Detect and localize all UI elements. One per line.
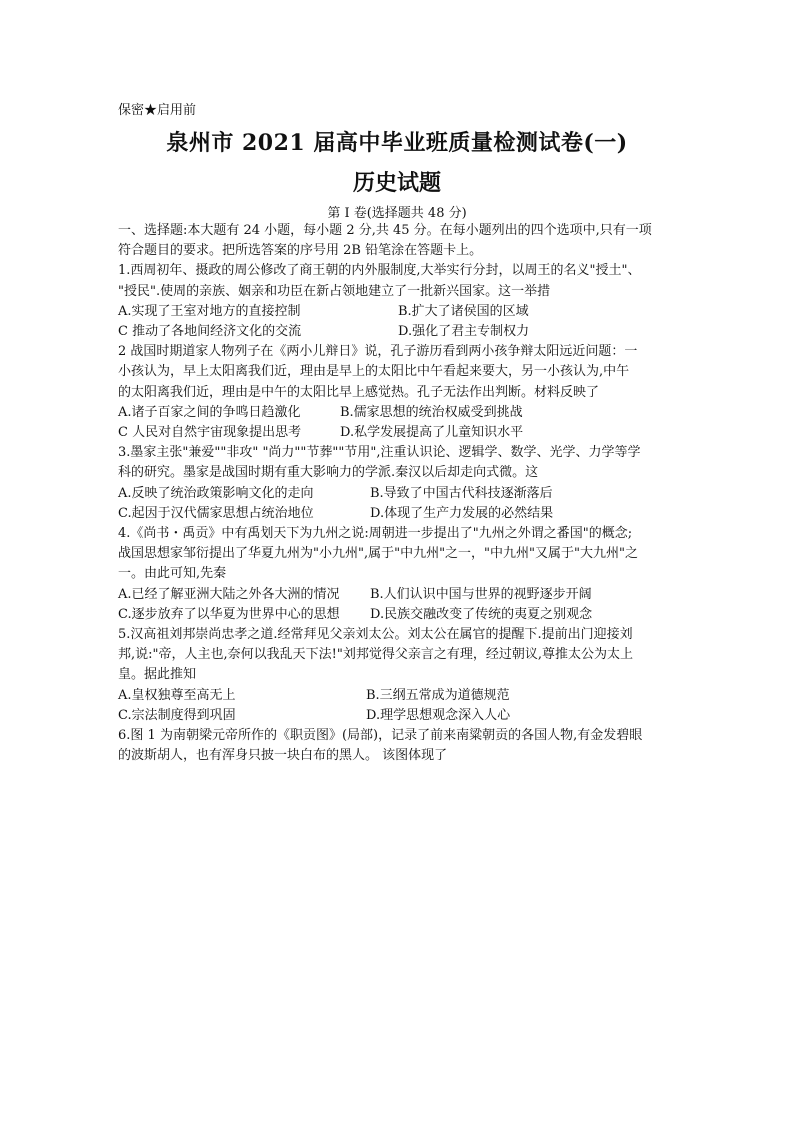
- options-row: [118, 484, 678, 504]
- option-b: B.三纲五常成为道德规范: [366, 687, 510, 703]
- stem-line: 邦,说:"帝，人主也,奈何以我乱天下法!"刘邦觉得父亲言之有理，经过朝议,尊推太公为太上: [118, 647, 633, 663]
- stem-line: 6.图 1 为南朝梁元帝所作的《职贡图》(局部)，记录了前来南粱朝贡的各国人物,有金发碧眼: [118, 728, 643, 744]
- exam-body: [118, 221, 678, 766]
- option-c: C 人民对自然宇宙现象提出思考: [118, 425, 302, 441]
- stem-line: 皇。据此推知: [118, 667, 197, 683]
- question-1: [118, 261, 678, 342]
- instructions-line: 符合题目的要求。把所选答案的序号用 2B 铅笔涂在答题卡上。: [118, 243, 483, 259]
- stem-line: 的太阳离我们近，理由是中午的太阳比早上感觉热。孔子无法作出判断。材料反映了: [118, 384, 600, 400]
- stem-line: 科的研究。墨家是战国时期有重大影响力的学派.秦汉以后却走向式微。这: [118, 465, 539, 481]
- options-row: [118, 686, 678, 706]
- option-d: D.体现了生产力发展的必然结果: [370, 505, 554, 521]
- option-b: B.导致了中国古代科技逐渐落后: [370, 485, 553, 501]
- option-a: A.皇权独尊至高无上: [118, 687, 236, 703]
- subject-title: 历史试题: [352, 170, 441, 196]
- option-c: C.逐步放弃了以华夏为世界中心的思想: [118, 606, 340, 622]
- question-2: [118, 342, 678, 443]
- section-heading: 第 I 卷(选择题共 48 分): [327, 206, 467, 221]
- question-3: [118, 443, 678, 524]
- exam-title: 泉州市 2021 届高中毕业班质量检测试卷(一): [166, 130, 628, 156]
- question-stem: [118, 261, 678, 301]
- stem-line: 1.西周初年、摄政的周公修改了商王朝的内外服制度,大举实行分封，以周王的名义"授土"、: [118, 263, 641, 279]
- stem-line: 3.墨家主张"兼爱""非攻" "尚力""节葬""节用",注重认识论、逻辑学、数学、光学、力学等学: [118, 445, 641, 461]
- question-5: [118, 625, 678, 726]
- options-row: [118, 403, 678, 423]
- option-a: A.反映了统治政策影响文化的走向: [118, 485, 314, 501]
- question-6: [118, 726, 678, 766]
- stem-line: 2 战国时期道家人物列子在《两小儿辩日》说，孔子游历看到两小孩争辩太阳远近问题：一: [118, 344, 638, 360]
- options-row: [118, 706, 678, 726]
- stem-line: 4.《尚书・禹贡》中有禹划天下为九州之说:周朝进一步提出了"九州之外谓之番国"的概念;: [118, 526, 633, 542]
- option-a: A.实现了王室对地方的直接控制: [118, 303, 301, 319]
- stem-line: "授民".使周的亲族、姻亲和功臣在新占领地建立了一批新兴国家。这一举措: [118, 283, 551, 299]
- stem-line: 战国思想家邹衍提出了华夏九州为"小九州",属于"中九州"之一，"中九州"又属于"大九州"之: [118, 546, 638, 562]
- stem-line: 小孩认为，早上太阳离我们近，理由是早上的太阳比中午看起来要大，另一小孩认为,中午: [118, 364, 630, 380]
- stem-line: 的波斯胡人，也有浑身只披一块白布的黑人。 该图体现了: [118, 748, 448, 764]
- question-4: [118, 524, 678, 625]
- question-stem: [118, 342, 678, 403]
- option-d: D.理学思想观念深入人心: [366, 707, 511, 723]
- stem-line: 5.汉高祖刘邦崇尚忠孝之道.经常拜见父亲刘太公。刘太公在属官的提醒下.提前出门迎接刘: [118, 627, 633, 643]
- option-b: B.扩大了诸侯国的区域: [398, 303, 529, 319]
- option-b: B.人们认识中国与世界的视野逐步开阔: [370, 586, 592, 602]
- option-c: C.起因于汉代儒家思想占统治地位: [118, 505, 314, 521]
- options-row: [118, 585, 678, 605]
- instructions: [118, 221, 678, 261]
- option-c: C.宗法制度得到巩固: [118, 707, 236, 723]
- option-c: C 推动了各地间经济文化的交流: [118, 324, 302, 340]
- question-stem: [118, 443, 678, 483]
- stem-line: 一。由此可知,先秦: [118, 566, 227, 582]
- options-row: [118, 423, 678, 443]
- question-stem: [118, 625, 678, 686]
- confidential-label: 保密★启用前: [118, 103, 197, 118]
- options-row: [118, 322, 678, 342]
- instructions-line: 一、选择题:本大题有 24 小题，每小题 2 分,共 45 分。在每小题列出的四个选项中,只有一项: [118, 223, 652, 238]
- options-row: [118, 504, 678, 524]
- options-row: [118, 302, 678, 322]
- option-a: A.已经了解亚洲大陆之外各大洲的情况: [118, 586, 340, 602]
- option-d: D.民族交融改变了传统的夷夏之别观念: [370, 606, 593, 622]
- options-row: [118, 605, 678, 625]
- option-d: D.强化了君主专制权力: [398, 324, 530, 340]
- option-d: D.私学发展提高了儿童知识水平: [340, 425, 524, 441]
- question-stem: [118, 726, 678, 766]
- option-a: A.诸子百家之间的争鸣日趋激化: [118, 404, 301, 420]
- question-stem: [118, 524, 678, 585]
- option-b: B.儒家思想的统治权威受到挑战: [340, 404, 523, 420]
